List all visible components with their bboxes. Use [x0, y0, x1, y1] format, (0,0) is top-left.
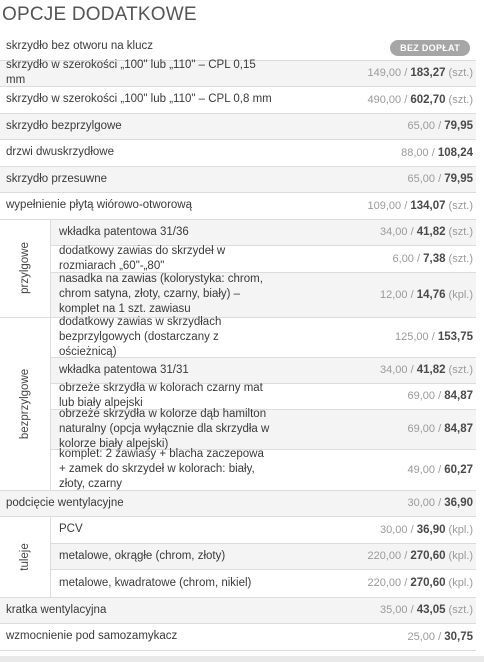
- group-label: przylgowe: [19, 242, 31, 294]
- price-gross: 36,90: [444, 497, 473, 510]
- group-tuleje: [0, 517, 476, 598]
- price-net: 65,00: [407, 173, 436, 186]
- price-unit: (kpl.): [445, 577, 473, 590]
- price-gross: 79,95: [444, 120, 473, 133]
- price-gross: 14,76: [416, 288, 446, 301]
- price-net: 34,00: [380, 226, 408, 239]
- bottom-bar: [0, 656, 484, 662]
- group-label: tuleje: [19, 543, 31, 571]
- price-gross: 36,90: [416, 523, 446, 536]
- row-label: kratka wentylacyjna: [6, 603, 107, 616]
- row-price: [273, 67, 476, 79]
- price-gross: 108,24: [437, 146, 473, 159]
- price-net: 88,00: [401, 146, 429, 159]
- price-gross: 60,27: [444, 463, 473, 476]
- price-net: 490,00: [367, 93, 402, 106]
- table-row: [0, 193, 476, 220]
- row-price: [273, 497, 476, 509]
- price-unit: (szt.): [445, 604, 473, 617]
- price-unit: (kpl.): [445, 550, 473, 563]
- row-price: [273, 524, 476, 536]
- row-price: [273, 120, 476, 132]
- price-net: 30,00: [380, 523, 408, 536]
- price-unit: (szt.): [445, 252, 473, 265]
- row-label: skrzydło w szerokości „100" lub „110" – CPL 0,15 mm: [6, 59, 256, 87]
- table-row: [51, 246, 476, 273]
- row-price: [273, 94, 476, 106]
- price-unit: (szt.): [445, 226, 473, 239]
- table-row: [51, 273, 476, 317]
- row-price: [273, 289, 476, 301]
- table-row: [0, 167, 476, 194]
- group-bezprzylgowe: [0, 315, 476, 491]
- row-price: [273, 364, 476, 376]
- table-row: [0, 87, 476, 114]
- price-separator: /: [428, 146, 438, 159]
- row-label: wkładka patentowa 31/36: [59, 225, 189, 238]
- row-price: [273, 631, 476, 643]
- price-gross: 30,75: [444, 630, 473, 643]
- price-net: 149,00: [367, 67, 402, 80]
- table-row: [0, 114, 476, 141]
- row-label: wypełnienie płytą wiórowo-otworową: [6, 199, 193, 212]
- price-unit: (szt.): [445, 199, 473, 212]
- table-row: [51, 544, 476, 571]
- row-price: [273, 550, 476, 562]
- row-label: komplet: 2 zawiasy + blacha zaczepowa + zamek do skrzydeł w kolorach: biały, złoty, czarny: [59, 448, 264, 490]
- no-surcharge-badge: BEZ DOPŁAT: [390, 40, 470, 56]
- price-net: 69,00: [407, 390, 436, 402]
- price-gross: 183,27: [410, 67, 446, 80]
- price-separator: /: [401, 550, 411, 563]
- row-label: nasadka na zawias (kolorystyka: chrom, chrom satyna, złoty, czarny, biały) – komplet na 1 szt. zawiasu: [59, 273, 263, 315]
- price-separator: /: [435, 463, 445, 476]
- row-price: [273, 331, 476, 343]
- price-gross: 84,87: [444, 423, 473, 435]
- row-price: [273, 604, 476, 616]
- price-separator: /: [401, 199, 411, 212]
- price-separator: /: [401, 577, 411, 590]
- table-row: [0, 34, 476, 61]
- price-net: 34,00: [380, 364, 408, 376]
- row-label: skrzydło bez otworu na klucz: [6, 40, 154, 53]
- price-separator: /: [407, 604, 417, 617]
- price-separator: /: [428, 331, 438, 343]
- group-przylgowe: [0, 220, 476, 318]
- table-row: [51, 570, 476, 597]
- price-gross: 84,87: [444, 390, 473, 402]
- price-net: 12,00: [380, 288, 408, 301]
- price-net: 109,00: [367, 199, 402, 212]
- price-net: 30,00: [407, 497, 436, 510]
- row-price: [273, 226, 476, 238]
- row-label: metalowe, kwadratowe (chrom, nikiel): [59, 576, 252, 589]
- row-price: [273, 464, 476, 476]
- row-label: wzmocnienie pod samozamykacz: [6, 630, 178, 643]
- table-row: [0, 624, 476, 651]
- price-net: 49,00: [407, 463, 436, 476]
- row-label: podcięcie wentylacyjne: [6, 496, 124, 509]
- price-separator: /: [401, 93, 411, 106]
- price-gross: 602,70: [410, 93, 446, 106]
- table-row: [51, 315, 476, 358]
- row-label: obrzeże skrzydła w kolorach czarny mat lub biały alpejski: [59, 382, 263, 409]
- price-gross: 134,07: [410, 199, 446, 212]
- table-row: [51, 450, 476, 490]
- price-separator: /: [435, 390, 445, 402]
- row-label: metalowe, okrągłe (chrom, złoty): [59, 549, 226, 562]
- price-separator: /: [407, 288, 417, 301]
- table-row: [0, 598, 476, 625]
- price-net: 25,00: [407, 630, 436, 643]
- table-row: [51, 220, 476, 247]
- price-separator: /: [435, 120, 445, 133]
- row-price: [273, 390, 476, 402]
- row-label: skrzydło w szerokości „100" lub „110" – CPL 0,8 mm: [6, 93, 272, 106]
- row-label: skrzydło przesuwne: [6, 172, 107, 185]
- row-label: dodatkowy zawias do skrzydeł w rozmiarach „60"-„80": [59, 244, 226, 272]
- price-separator: /: [407, 226, 417, 239]
- price-unit: (kpl.): [445, 523, 473, 536]
- price-separator: /: [435, 173, 445, 186]
- price-net: 125,00: [394, 331, 429, 343]
- price-net: 65,00: [407, 120, 436, 133]
- price-separator: /: [435, 630, 445, 643]
- table-row: [0, 491, 476, 518]
- price-net: 220,00: [367, 577, 402, 590]
- row-label: PCV: [59, 523, 83, 536]
- price-gross: 153,75: [437, 331, 473, 343]
- price-gross: 7,38: [423, 252, 446, 265]
- price-net: 35,00: [380, 604, 408, 617]
- row-price: [273, 253, 476, 265]
- price-unit: (szt.): [445, 67, 473, 80]
- table-row: [51, 358, 476, 384]
- price-gross: 41,82: [416, 364, 446, 376]
- price-unit: (kpl.): [445, 288, 473, 301]
- group-label: bezprzylgowe: [19, 368, 31, 439]
- row-price: [273, 423, 476, 435]
- row-label: dodatkowy zawias w skrzydłach bezprzylgowych (dostarczany z ościeżnicą): [59, 315, 222, 358]
- price-net: 69,00: [407, 423, 436, 435]
- price-separator: /: [435, 497, 445, 510]
- price-gross: 270,60: [410, 577, 446, 590]
- price-net: 220,00: [367, 550, 402, 563]
- price-separator: /: [407, 523, 417, 536]
- price-gross: 41,82: [416, 226, 446, 239]
- row-label: obrzeże skrzydła w kolorze dąb hamilton naturalny (opcja wyłącznie dla skrzydła w kolorze biały alpejski): [59, 407, 270, 450]
- page-title: OPCJE DODATKOWE: [2, 4, 197, 25]
- price-gross: 270,60: [410, 550, 446, 563]
- price-separator: /: [401, 67, 411, 80]
- row-price: [273, 577, 476, 589]
- price-separator: /: [407, 364, 417, 376]
- price-gross: 79,95: [444, 173, 473, 186]
- row-price: [273, 173, 476, 185]
- price-separator: /: [413, 252, 424, 265]
- price-unit: (szt.): [445, 93, 473, 106]
- row-price: [273, 200, 476, 212]
- price-separator: /: [435, 423, 445, 435]
- row-label: skrzydło bezprzylgowe: [6, 119, 122, 132]
- row-price: [273, 147, 476, 159]
- price-unit: (szt.): [445, 364, 473, 376]
- table-row: [51, 407, 476, 450]
- table-row: [51, 517, 476, 544]
- row-label: drzwi dwuskrzydłowe: [6, 146, 115, 159]
- table-row: [0, 140, 476, 167]
- price-net: 6,00: [392, 252, 414, 265]
- price-gross: 43,05: [416, 604, 446, 617]
- table-row: [0, 61, 476, 88]
- options-table: [0, 34, 476, 651]
- row-label: wkładka patentowa 31/31: [59, 363, 189, 376]
